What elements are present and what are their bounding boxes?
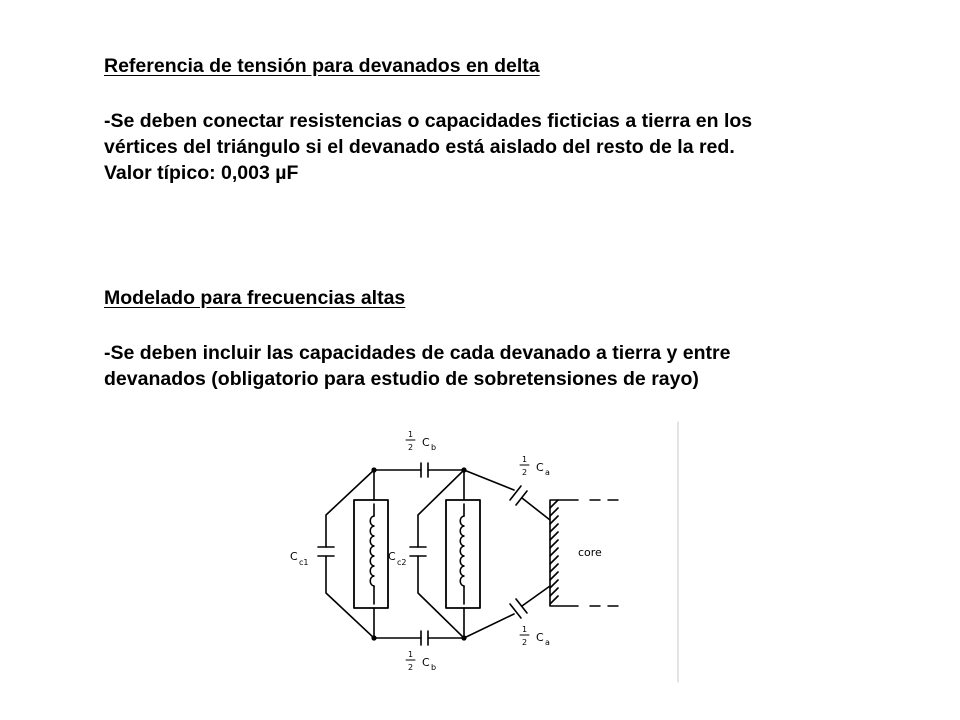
- capacitor-cb-top: [374, 463, 464, 477]
- svg-text:b: b: [431, 663, 437, 672]
- section1-line-1: -Se deben conectar resistencias o capacidades ficticias a tierra en los: [104, 110, 753, 132]
- svg-text:2: 2: [408, 663, 414, 672]
- svg-text:1: 1: [522, 625, 528, 634]
- svg-text:C: C: [388, 550, 396, 563]
- label-cb-bottom: [406, 650, 436, 672]
- label-cc2: [388, 550, 407, 567]
- svg-text:c2: c2: [397, 558, 407, 567]
- svg-text:1: 1: [408, 650, 414, 659]
- svg-text:2: 2: [522, 638, 528, 647]
- svg-text:C: C: [536, 631, 544, 644]
- svg-text:2: 2: [408, 443, 414, 452]
- winding-2-coil: [446, 470, 480, 638]
- svg-text:2: 2: [522, 468, 528, 477]
- capacitor-cb-bottom: [374, 631, 464, 645]
- capacitor-ca-top: [464, 470, 550, 520]
- svg-text:C: C: [290, 550, 298, 563]
- svg-text:C: C: [422, 436, 430, 449]
- section1-line-3: Valor típico: 0,003 µF: [104, 162, 299, 184]
- circuit-diagram-svg: [238, 420, 680, 684]
- capacitor-cc2-branch: [410, 470, 464, 638]
- svg-text:1: 1: [522, 455, 528, 464]
- svg-text:a: a: [545, 638, 550, 647]
- label-cb-top: [406, 430, 436, 452]
- label-core: core: [578, 546, 602, 559]
- svg-text:1: 1: [408, 430, 414, 439]
- label-cc1: [290, 550, 309, 567]
- svg-text:b: b: [431, 443, 437, 452]
- section2-paragraph: [104, 340, 924, 392]
- svg-text:a: a: [545, 468, 550, 477]
- section1-paragraph: [104, 108, 924, 186]
- junction-dots: [371, 467, 466, 640]
- svg-text:C: C: [536, 461, 544, 474]
- label-ca-bottom: [520, 625, 550, 647]
- capacitor-cc1-branch: [318, 470, 374, 638]
- section2-heading: Modelado para frecuencias altas: [104, 287, 406, 309]
- winding-1-coil: [354, 470, 388, 638]
- label-ca-top: [520, 455, 550, 477]
- svg-text:c1: c1: [299, 558, 309, 567]
- section2-line-1: -Se deben incluir las capacidades de cada devanado a tierra y entre: [104, 342, 731, 364]
- section1-heading: Referencia de tensión para devanados en delta: [104, 55, 540, 77]
- svg-text:C: C: [422, 656, 430, 669]
- section1-line-2: vértices del triángulo si el devanado está aislado del resto de la red.: [104, 136, 735, 158]
- transformer-capacitance-diagram: [238, 420, 680, 684]
- section2-line-2: devanados (obligatorio para estudio de sobretensiones de rayo): [104, 368, 699, 390]
